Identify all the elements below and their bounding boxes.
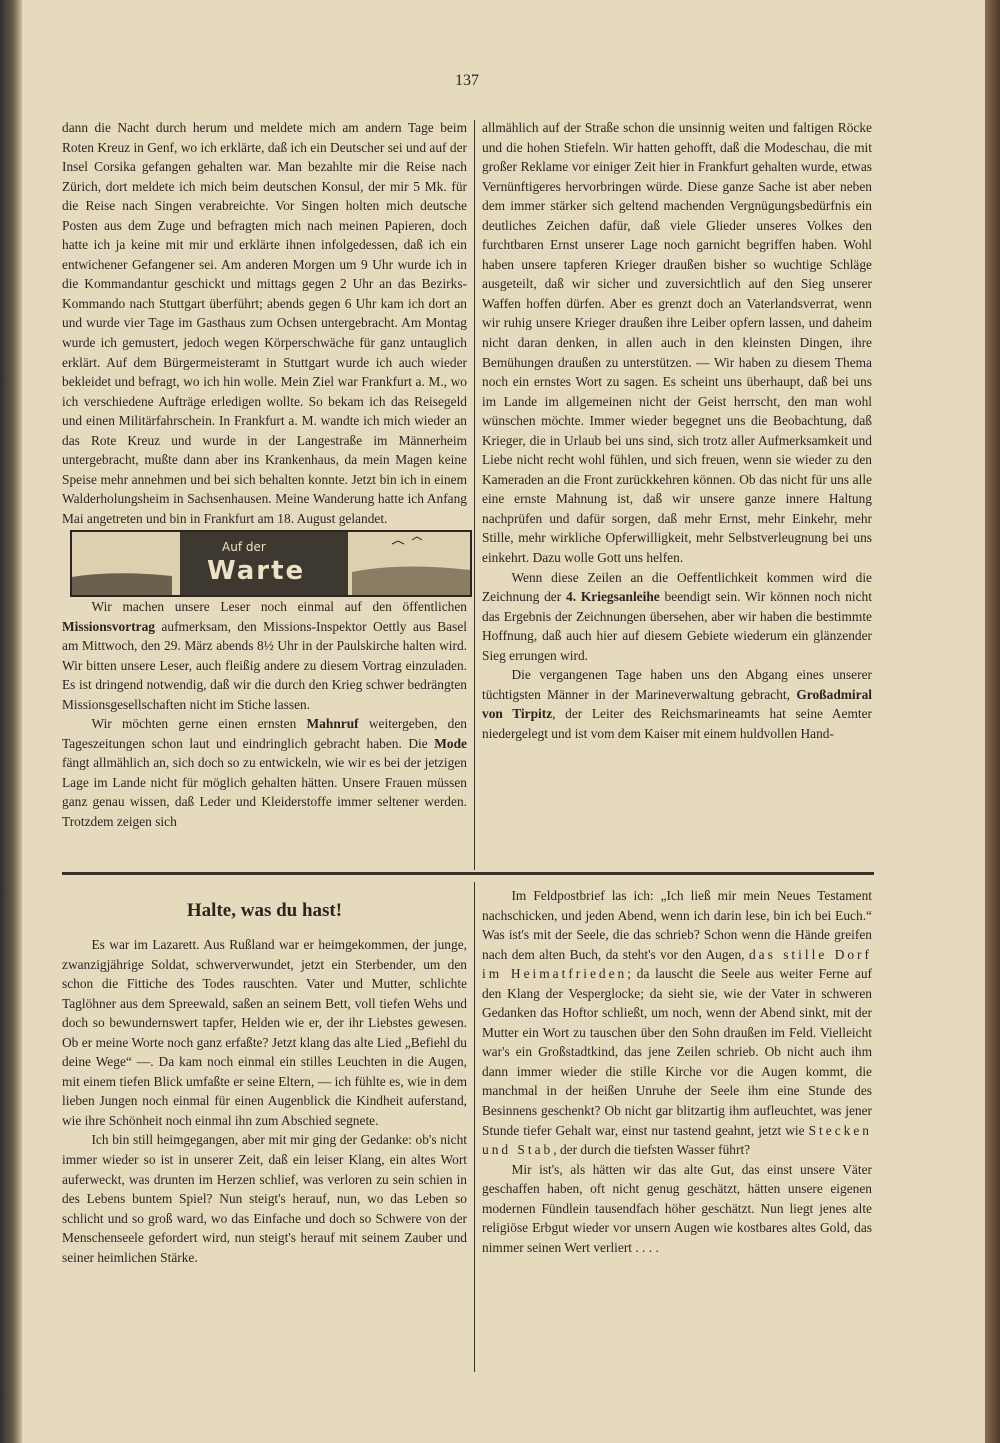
text: aufmerksam, den Missions-Inspektor Oettly aus Basel am Mittwoch, den 29. März abends 8½ Uhr in der Paulskirche halten wird. Wir bitten unsere Leser, auch fleißig andere zu diesem Vortrag einzuladen. Es ist dringend notwendig, daß wir die durch den Krieg schwer bedrängten Missionsgesellschaften nicht im Stiche lassen.: [62, 618, 467, 712]
top-left-column: [62, 118, 467, 528]
banner-title-line2: Warte: [207, 556, 306, 586]
book-edge-right: [985, 0, 1000, 1443]
bottom-right-column: [482, 886, 872, 1257]
bold-term: Mahnruf: [306, 716, 359, 732]
paragraph: [482, 665, 872, 743]
paragraph: Es war im Lazarett. Aus Rußland war er heimgekommen, der junge, zwanzigjährige Soldat, schwerverwundet, jetzt ein Sterbender, um den schon die Fittiche des Todes rauschten. Vater und Mutter, schlichte Taglöhner aus dem Spreewald, saßen an seinem Bett, voll tiefen Wehs und doch so bewundernswert tapfer, Helden wie er, der ihr Liebstes gewesen. Ob er meine Worte noch ganz erfaßte? Jetzt klang das alte Lied „Befiehl du deine Wege“ —. Da kam noch einmal ein stilles Leuchten in die Augen, mit einem tiefen Blick umfaßte er seine Eltern, — ich fühlte es, wie in dem lieben Jungen noch einmal für einen Augenblick die Kindheit auferstand, wie ihre Schönheit noch einmal ihn zum Abschied segnete.: [62, 937, 467, 1128]
bold-term: 4. Kriegsanleihe: [566, 589, 660, 605]
text: beendigt sein. Wir können noch nicht das Ergebnis der Zeichnungen übersehen, aber wir haben die bestimmte Hoffnung, daß auch hier auf diesem Gebiete wiederum ein glänzender Sieg errungen wird.: [482, 589, 872, 663]
book-binding-left: [0, 0, 22, 1443]
top-left-column-continued: [62, 597, 467, 832]
text: Wir möchten gerne einen ernsten: [91, 716, 307, 732]
paragraph: dann die Nacht durch herum und meldete mich am andern Tage beim Roten Kreuz in Genf, wo ich erklärte, daß ich ein Deutscher sei und auf der Insel Corsika gefangen gehalten war. Man bezahlte mir die Reise nach Zürich, dort meldete ich mich beim deutschen Konsul, der mir 5 Mk. für die Reise nach Singen verabreichte. Vor Singen holten mich deutsche Posten aus dem Zuge und befragten mich nach meinen Papieren, doch hatte ich ja keine mit mir und erklärte ihnen infolgedessen, daß ich ein entwichener Gefangener sei. Am anderen Morgen um 9 Uhr wurde ich in die Kommandantur geschickt und mittags gegen 2 Uhr an das Bezirks-Kommando nach Stuttgart überführt; abends gegen 6 Uhr kam ich dort an und wurde vier Tage im Gasthaus zum Ochsen untergebracht. Am Montag wurde ich gemustert, jedoch wegen Körperschwäche für ganz untauglich erklärt. Auf dem Bürgermeisteramt in Stuttgart wurde ich auch wieder bekleidet und befragt, wo ich hin wolle. Mein Ziel war Frankfurt a. M., wo ich verschiedene Aufträge erledigen wollte. So bekam ich das Reisegeld und einen Militärfahrschein. In Frankfurt a. M. wandte ich mich wieder an das Rote Kreuz und wurde in der Langestraße im Männerheim untergebracht, mußte dann aber ins Krankenhaus, da mein Magen keine Speise mehr annehmen und bei sich behalten konnte. Jetzt bin ich in einem Walderholungsheim in Sachsenhausen. Meine Wanderung hatte ich Anfang Mai angetreten und bin in Frankfurt am 18. August gelandet.: [62, 120, 467, 526]
paragraph: [482, 568, 872, 666]
text: weitergeben, den Tageszeitungen schon laut und eindringlich gebracht haben. Die: [62, 716, 467, 751]
text: Wenn diese Zeilen an die Oeffentlichkeit kommen wird die Zeichnung der: [482, 569, 872, 605]
spaced-text: das stille Dorf im Heimatfrieden: [482, 946, 872, 982]
text: Wir machen unsere Leser noch einmal auf den öffentlichen: [91, 599, 467, 614]
bold-term: Großadmiral von Tirpitz: [482, 686, 872, 722]
article-title: Halte, was du hast!: [186, 900, 343, 921]
paragraph: allmählich auf der Straße schon die unsinnig weiten und faltigen Röcke und die hohen Stiefeln. Wir hatten gehofft, daß die Modeschau, die mit großer Reklame vor einiger Zeit hier in Frankfurt gehalten wurde, etwas Vernünftigeres hervorbringen würde. Diese ganze Sache ist aber neben dem immer stärker sich geltend machenden Vergnügungsbedürfnis ein deutliches Zeichen dafür, daß viele Glieder unseres Volkes den furchtbaren Ernst unserer Lage noch garnicht begriffen haben. Wohl haben unsere tapferen Krieger draußen bisher so wuchtige Schläge ausgeteilt, daß wir sicher und zuversichtlich auf den Sieg unserer Waffen hoffen dürfen. Aber es grenzt doch an Vaterlandsverrat, wenn wir ruhig unsere Krieger draußen ihre Leiber opfern lassen, und daheim nicht daran denken, in allen auch in den kleinsten Dingen, ihre Bemühungen draußen zu unterstützen. — Wir haben zu diesem Thema noch ein ernstes Wort zu sagen. Es scheint uns überhaupt, daß bei uns im Lande im allgemeinen nicht der Geist herrscht, den man wohl wünschen möchte. Immer wieder begegnet uns die Beobachtung, daß Krieger, die in Urlaub bei uns sind, sich trotz aller Aufmerksamkeit und Liebe nicht recht wohl fühlen, und sich freuen, wenn sie wieder zu den Kameraden an die Front zurückkehren können. Ob das nicht für uns alle eine ernste Mahnung ist, daß wir unsere ganze innere Haltung nachprüfen und dafür sorgen, daß mehr Ernst, mehr Einkehr, mehr Stille, mehr wirkliche Opferwilligkeit, mehr Selbstverleugnung bei uns einkehrt. Dazu wolle Gott uns helfen.: [482, 120, 872, 566]
section-divider: [62, 872, 874, 875]
banner-title-line1: Auf der: [222, 540, 266, 554]
text: Im Feldpostbrief las ich: „Ich ließ mir mein Neues Testament nachschicken, und jeden Abend, wenn ich darin lese, bin ich bei Euch.“ Was ist's mit der Seele, die das schrieb? Schon wenn die Hände greifen nach dem alten Buch, da steht's vor den Augen,: [482, 888, 872, 962]
bold-term: Mode: [434, 735, 467, 751]
bold-term: Missionsvortrag: [62, 618, 155, 634]
paragraph: [62, 714, 467, 831]
paragraph: [62, 597, 467, 714]
paragraph: Ich bin still heimgegangen, aber mit mir ging der Gedanke: ob's nicht immer wieder so ist in unserer Zeit, daß ein leiser Klang, ein altes Wort auferweckt, was drunten im Herzen schlief, was verloren zu sein schien in des Lebens buntem Spiel? Nun steigt's herauf, nun, wo das Leben so schlicht und so groß ward, wo das Einfache und doch so Schwere von der Menschenseele gefordert wird, nun steigt's herauf mit seinem Zauber und seiner heimlichen Stärke.: [62, 1132, 467, 1265]
paragraph: Mir ist's, als hätten wir das alte Gut, das einst unsere Väter geschaffen haben, oft nicht genug geschätzt, hätten unsere eigenen modernen Fündlein tausendfach höher geschätzt. Nun liegt jenes alte religiöse Erbgut wieder vor unsern Augen wie kostbares altes Gold, das nimmer seinen Wert verliert . . . .: [482, 1161, 872, 1255]
column-divider: [474, 120, 475, 870]
page-number: 137: [455, 72, 479, 89]
text: fängt allmählich an, sich doch so zu entwickeln, wie wir es bei der jetzigen Lage im Lande nicht für möglich gehalten hätten. Unsere Frauen müssen ganz genau wissen, daß Leder und Kleiderstoffe immer seltener werden. Trotzdem zeigen sich: [62, 755, 467, 830]
text: , der Leiter des Reichsmarineamts hat seine Aemter niedergelegt und ist vom dem Kaiser mit einem huldvollen Hand-: [482, 706, 872, 741]
column-divider: [474, 882, 475, 1372]
text: , der durch die tiefsten Wasser führt?: [553, 1142, 751, 1158]
paragraph: [482, 886, 872, 1160]
top-right-column: [482, 118, 872, 744]
spaced-text: Stecken und Stab: [482, 1122, 872, 1158]
bottom-left-column: [62, 935, 467, 1267]
auf-der-warte-banner: [70, 530, 472, 597]
text: ; da lauscht die Seele aus weiter Ferne auf den Klang der Vesperglocke; da sieht sie, wie der Vater in schweren Gedanken das Hoftor schließt, um noch, wenn der Abend sinkt, mit der Mutter ein Wort zu tauschen über den Sohn draußen im Feld. Vielleicht war's ein Großstadtkind, das jene Zeilen schrieb. Ob nicht auch ihm dann immer wieder die stille Kirche vor die Augen kommt, die manchmal in der heißen Unruhe der Seele ihm eine Stunde des Besinnens geschenkt? Ob nicht gar blitzartig ihm aufleuchtet, was jener Stunde tiefer Gehalt war, einst nur tastend geahnt, jetzt wie: [482, 966, 872, 1138]
text: Die vergangenen Tage haben uns den Abgang eines unserer tüchtigsten Männer in der Marineverwaltung gebracht,: [482, 667, 872, 702]
